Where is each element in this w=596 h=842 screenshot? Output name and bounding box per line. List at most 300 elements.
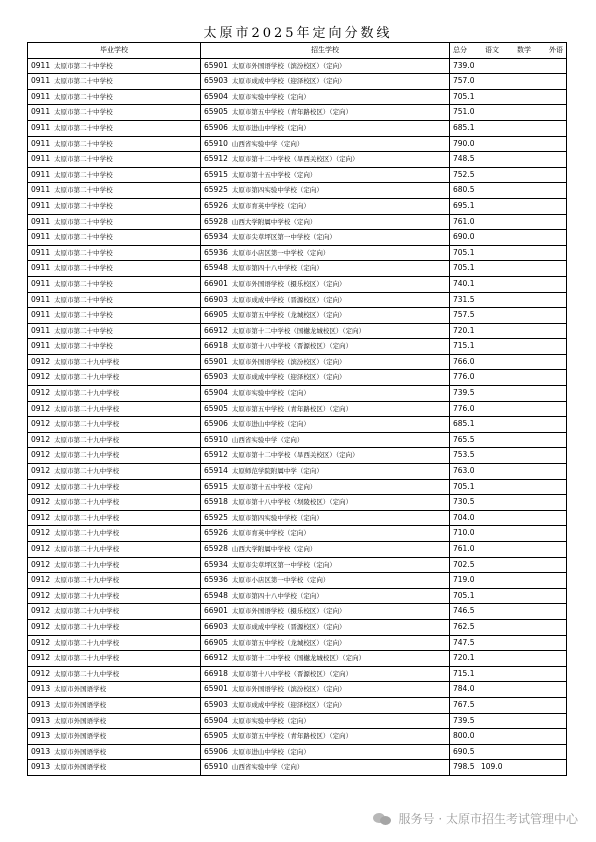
school-cell — [28, 339, 201, 355]
school-code: 0911 — [31, 107, 51, 117]
admit-cell — [201, 479, 450, 495]
admit-name: 太原市第五中学校（青年路校区）（定向） — [231, 404, 353, 413]
school-cell — [28, 666, 201, 682]
school-cell — [28, 230, 201, 246]
total-score: 690.5 — [453, 746, 475, 756]
admit-code: 65910 — [204, 434, 228, 444]
admit-cell — [201, 604, 450, 620]
admit-cell — [201, 635, 450, 651]
admit-code: 65903 — [204, 699, 228, 709]
school-code: 0912 — [31, 575, 51, 585]
table-row — [28, 354, 567, 370]
admit-code: 65925 — [204, 185, 228, 195]
admit-name: 太原市第五中学校（龙城校区）（定向） — [231, 311, 346, 320]
table-row — [28, 448, 567, 464]
school-name: 太原市第二十九中学校 — [54, 622, 120, 631]
admit-name: 太原市第十五中学校（定向） — [231, 482, 317, 491]
table-row — [28, 152, 567, 168]
table-row — [28, 89, 567, 105]
admit-cell — [201, 744, 450, 760]
admit-name: 太原市第五中学校（青年路校区）（定向） — [231, 732, 353, 741]
school-code: 0912 — [31, 668, 51, 678]
admit-code: 65910 — [204, 138, 228, 148]
admit-name: 山西省实验中学（定向） — [231, 139, 304, 148]
page-title: 太原市2025年定向分数线 — [203, 26, 393, 41]
admit-name: 太原市第十八中学校（晋源校区）（定向） — [231, 669, 353, 678]
total-score: 761.0 — [453, 216, 475, 226]
admit-code: 65901 — [204, 356, 228, 366]
admit-name: 太原市第十二中学校（国樾龙城校区）（定向） — [231, 326, 366, 335]
school-cell — [28, 588, 201, 604]
school-cell — [28, 136, 201, 152]
admit-name: 太原市外国语学校（滨汾校区）（定向） — [231, 357, 346, 366]
school-name: 太原市第二十九中学校 — [54, 420, 120, 429]
total-score: 766.0 — [453, 356, 475, 366]
school-name: 太原市第二十中学校 — [54, 139, 113, 148]
table-row — [28, 198, 567, 214]
school-cell — [28, 308, 201, 324]
school-code: 0911 — [31, 91, 51, 101]
admit-code: 66903 — [204, 294, 228, 304]
school-name: 太原市第二十九中学校 — [54, 576, 120, 585]
table-row — [28, 588, 567, 604]
admit-cell — [201, 682, 450, 698]
total-score: 690.0 — [453, 232, 475, 242]
admit-name: 太原市育英中学校（定向） — [231, 201, 310, 210]
admit-cell — [201, 448, 450, 464]
school-cell — [28, 214, 201, 230]
score-cell — [450, 448, 567, 464]
score-cell — [450, 729, 567, 745]
school-cell — [28, 198, 201, 214]
admit-code: 65926 — [204, 200, 228, 210]
table-row — [28, 526, 567, 542]
admit-name: 太原市成成中学校（晋源校区）（定向） — [231, 622, 346, 631]
school-name: 太原市第二十中学校 — [54, 342, 113, 351]
admit-code: 65918 — [204, 497, 228, 507]
table-row — [28, 339, 567, 355]
score-cell — [450, 136, 567, 152]
school-cell — [28, 760, 201, 776]
admit-code: 65936 — [204, 247, 228, 257]
score-cell — [450, 261, 567, 277]
table-row — [28, 729, 567, 745]
total-score: 757.5 — [453, 310, 475, 320]
admit-code: 65906 — [204, 419, 228, 429]
school-code: 0911 — [31, 232, 51, 242]
school-code: 0912 — [31, 481, 51, 491]
school-name: 太原市第二十九中学校 — [54, 389, 120, 398]
table-row — [28, 651, 567, 667]
total-score: 746.5 — [453, 606, 475, 616]
score-cell — [450, 697, 567, 713]
school-name: 太原市第二十九中学校 — [54, 607, 120, 616]
school-code: 0912 — [31, 653, 51, 663]
admit-name: 太原市实验中学校（定向） — [231, 716, 310, 725]
school-cell — [28, 464, 201, 480]
admit-cell — [201, 619, 450, 635]
school-code: 0911 — [31, 247, 51, 257]
admit-name: 太原市第十八中学校（坝陵校区）（定向） — [231, 498, 353, 507]
score-cell — [450, 354, 567, 370]
school-code: 0913 — [31, 731, 51, 741]
school-cell — [28, 510, 201, 526]
admit-name: 太原市第四十八中学校（定向） — [231, 591, 323, 600]
school-name: 太原市第二十九中学校 — [54, 669, 120, 678]
school-cell — [28, 245, 201, 261]
table-row — [28, 58, 567, 74]
school-name: 太原市第二十九中学校 — [54, 591, 120, 600]
chinese-score: 109.0 — [481, 762, 503, 772]
school-code: 0912 — [31, 559, 51, 569]
score-cell — [450, 573, 567, 589]
school-name: 太原市第二十九中学校 — [54, 404, 120, 413]
admit-code: 65905 — [204, 403, 228, 413]
table-row — [28, 292, 567, 308]
total-score: 748.5 — [453, 154, 475, 164]
total-score: 702.5 — [453, 559, 475, 569]
school-code: 0911 — [31, 310, 51, 320]
admit-name: 太原市第十二中学校（旱西关校区）（定向） — [231, 451, 359, 460]
table-row — [28, 386, 567, 402]
admit-cell — [201, 292, 450, 308]
total-score: 757.0 — [453, 76, 475, 86]
school-code: 0912 — [31, 497, 51, 507]
total-score: 790.0 — [453, 138, 475, 148]
school-name: 太原市第二十中学校 — [54, 155, 113, 164]
score-cell — [450, 167, 567, 183]
score-cell — [450, 323, 567, 339]
admit-code: 65905 — [204, 731, 228, 741]
school-name: 太原市第二十中学校 — [54, 108, 113, 117]
table-row — [28, 245, 567, 261]
school-cell — [28, 167, 201, 183]
school-cell — [28, 635, 201, 651]
header-english: 外语 — [549, 46, 563, 54]
school-code: 0912 — [31, 466, 51, 476]
school-code: 0911 — [31, 200, 51, 210]
admit-name: 山西大学附属中学校（定向） — [231, 217, 317, 226]
school-cell — [28, 276, 201, 292]
admit-cell — [201, 464, 450, 480]
table-row — [28, 230, 567, 246]
table-header-row — [28, 43, 567, 59]
school-name: 太原市第二十九中学校 — [54, 638, 120, 647]
admit-cell — [201, 417, 450, 433]
score-cell — [450, 370, 567, 386]
admit-cell — [201, 74, 450, 90]
header-school: 毕业学校 — [28, 43, 201, 59]
school-cell — [28, 323, 201, 339]
admit-name: 太原市第十二中学校（国樾龙城校区）（定向） — [231, 654, 366, 663]
school-cell — [28, 651, 201, 667]
total-score: 685.1 — [453, 122, 475, 132]
admit-cell — [201, 666, 450, 682]
admit-code: 65901 — [204, 684, 228, 694]
school-name: 太原市第二十九中学校 — [54, 513, 120, 522]
admit-code: 66912 — [204, 325, 228, 335]
admit-name: 太原市小店区第一中学校（定向） — [231, 576, 330, 585]
admit-name: 太原市外国语学校（摄乐校区）（定向） — [231, 279, 346, 288]
score-cell — [450, 401, 567, 417]
school-name: 太原市第二十中学校 — [54, 233, 113, 242]
total-score: 740.1 — [453, 278, 475, 288]
admit-name: 太原师范学院附属中学（定向） — [231, 467, 323, 476]
school-cell — [28, 417, 201, 433]
score-cell — [450, 292, 567, 308]
admit-code: 65912 — [204, 450, 228, 460]
score-cell — [450, 105, 567, 121]
admit-code: 65910 — [204, 762, 228, 772]
school-name: 太原市外国语学校 — [54, 747, 107, 756]
score-cell — [450, 464, 567, 480]
admit-cell — [201, 167, 450, 183]
admit-cell — [201, 323, 450, 339]
school-code: 0912 — [31, 512, 51, 522]
table-row — [28, 619, 567, 635]
total-score: 776.0 — [453, 403, 475, 413]
score-cell — [450, 386, 567, 402]
school-code: 0912 — [31, 419, 51, 429]
total-score: 695.1 — [453, 200, 475, 210]
school-code: 0911 — [31, 341, 51, 351]
score-cell — [450, 417, 567, 433]
admit-cell — [201, 308, 450, 324]
score-cell — [450, 682, 567, 698]
total-score: 747.5 — [453, 637, 475, 647]
school-code: 0912 — [31, 637, 51, 647]
admit-cell — [201, 573, 450, 589]
header-total: 总分 — [453, 46, 467, 54]
school-code: 0912 — [31, 528, 51, 538]
score-cell — [450, 651, 567, 667]
admit-code: 65936 — [204, 575, 228, 585]
school-name: 太原市第二十中学校 — [54, 92, 113, 101]
admit-code: 65912 — [204, 154, 228, 164]
admit-cell — [201, 339, 450, 355]
total-score: 800.0 — [453, 731, 475, 741]
admit-name: 太原市外国语学校（摄乐校区）（定向） — [231, 607, 346, 616]
total-score: 705.1 — [453, 481, 475, 491]
school-code: 0913 — [31, 715, 51, 725]
school-cell — [28, 495, 201, 511]
school-code: 0913 — [31, 684, 51, 694]
table-row — [28, 557, 567, 573]
score-cell — [450, 526, 567, 542]
admit-cell — [201, 183, 450, 199]
school-name: 太原市外国语学校 — [54, 732, 107, 741]
score-cell — [450, 230, 567, 246]
admit-cell — [201, 89, 450, 105]
table-row — [28, 604, 567, 620]
admit-name: 太原市进山中学校（定向） — [231, 420, 310, 429]
table-row — [28, 323, 567, 339]
school-name: 太原市第二十中学校 — [54, 123, 113, 132]
school-cell — [28, 542, 201, 558]
table-row — [28, 370, 567, 386]
admit-code: 65901 — [204, 60, 228, 70]
admit-cell — [201, 120, 450, 136]
school-name: 太原市外国语学校 — [54, 685, 107, 694]
table-row — [28, 495, 567, 511]
total-score: 776.0 — [453, 372, 475, 382]
total-score: 731.5 — [453, 294, 475, 304]
school-name: 太原市第二十九中学校 — [54, 373, 120, 382]
total-score: 705.1 — [453, 590, 475, 600]
total-score: 680.5 — [453, 185, 475, 195]
school-code: 0911 — [31, 76, 51, 86]
school-cell — [28, 120, 201, 136]
score-cell — [450, 666, 567, 682]
school-name: 太原市第二十九中学校 — [54, 529, 120, 538]
table-row — [28, 276, 567, 292]
score-cell — [450, 510, 567, 526]
school-cell — [28, 386, 201, 402]
admit-name: 太原市第四十八中学校（定向） — [231, 264, 323, 273]
admit-name: 太原市成成中学校（晋源校区）（定向） — [231, 295, 346, 304]
total-score: 715.1 — [453, 668, 475, 678]
score-cell — [450, 308, 567, 324]
admit-cell — [201, 245, 450, 261]
school-cell — [28, 401, 201, 417]
admit-cell — [201, 697, 450, 713]
admit-name: 太原市成成中学校（迎泽校区）（定向） — [231, 373, 346, 382]
school-code: 0912 — [31, 606, 51, 616]
total-score: 767.5 — [453, 699, 475, 709]
score-cell — [450, 58, 567, 74]
admit-code: 65934 — [204, 232, 228, 242]
admit-cell — [201, 152, 450, 168]
school-code: 0911 — [31, 169, 51, 179]
table-row — [28, 666, 567, 682]
header-math: 数学 — [517, 46, 531, 54]
score-cell — [450, 198, 567, 214]
school-name: 太原市第二十九中学校 — [54, 435, 120, 444]
total-score: 715.1 — [453, 341, 475, 351]
admit-name: 太原市第四实验中学校（定向） — [231, 513, 323, 522]
score-cell — [450, 557, 567, 573]
admit-cell — [201, 261, 450, 277]
school-code: 0911 — [31, 263, 51, 273]
school-cell — [28, 183, 201, 199]
table-row — [28, 120, 567, 136]
score-cell — [450, 245, 567, 261]
admit-code: 66918 — [204, 341, 228, 351]
table-row — [28, 713, 567, 729]
total-score: 720.1 — [453, 325, 475, 335]
admit-cell — [201, 58, 450, 74]
school-name: 太原市第二十九中学校 — [54, 357, 120, 366]
admit-name: 太原市第五中学校（龙城校区）（定向） — [231, 638, 346, 647]
school-name: 太原市第二十九中学校 — [54, 467, 120, 476]
admit-name: 太原市第四实验中学校（定向） — [231, 186, 323, 195]
admit-code: 65926 — [204, 528, 228, 538]
total-score: 720.1 — [453, 653, 475, 663]
school-name: 太原市第二十中学校 — [54, 217, 113, 226]
school-cell — [28, 479, 201, 495]
school-cell — [28, 432, 201, 448]
admit-code: 66905 — [204, 310, 228, 320]
school-cell — [28, 573, 201, 589]
admit-code: 65905 — [204, 107, 228, 117]
total-score: 705.1 — [453, 91, 475, 101]
total-score: 753.5 — [453, 450, 475, 460]
total-score: 762.5 — [453, 621, 475, 631]
admit-code: 66918 — [204, 668, 228, 678]
admit-name: 太原市第十八中学校（晋源校区）（定向） — [231, 342, 353, 351]
admit-name: 太原市小店区第一中学校（定向） — [231, 248, 330, 257]
total-score: 798.5 — [453, 762, 475, 772]
admit-code: 65948 — [204, 590, 228, 600]
school-code: 0911 — [31, 122, 51, 132]
school-code: 0912 — [31, 621, 51, 631]
admit-name: 太原市成成中学校（迎泽校区）（定向） — [231, 700, 346, 709]
total-score: 710.0 — [453, 528, 475, 538]
school-name: 太原市第二十中学校 — [54, 170, 113, 179]
admit-code: 65948 — [204, 263, 228, 273]
school-name: 太原市第二十九中学校 — [54, 654, 120, 663]
table-row — [28, 74, 567, 90]
admit-code: 65928 — [204, 544, 228, 553]
school-cell — [28, 292, 201, 308]
total-score: 739.0 — [453, 60, 475, 70]
school-cell — [28, 744, 201, 760]
admit-cell — [201, 713, 450, 729]
score-table — [27, 42, 567, 776]
admit-cell — [201, 105, 450, 121]
total-score: 730.5 — [453, 497, 475, 507]
total-score: 705.1 — [453, 263, 475, 273]
table-row — [28, 417, 567, 433]
admit-code: 65928 — [204, 216, 228, 226]
admit-cell — [201, 432, 450, 448]
school-cell — [28, 58, 201, 74]
admit-name: 山西省实验中学（定向） — [231, 763, 304, 772]
table-row — [28, 760, 567, 776]
school-name: 太原市第二十九中学校 — [54, 482, 120, 491]
admit-cell — [201, 760, 450, 776]
admit-code: 65904 — [204, 388, 228, 398]
total-score: 739.5 — [453, 388, 475, 398]
admit-name: 太原市育英中学校（定向） — [231, 529, 310, 538]
admit-code: 66903 — [204, 621, 228, 631]
admit-code: 65904 — [204, 715, 228, 725]
admit-cell — [201, 214, 450, 230]
total-score: 751.0 — [453, 107, 475, 117]
school-cell — [28, 682, 201, 698]
score-cell — [450, 152, 567, 168]
table-row — [28, 308, 567, 324]
admit-cell — [201, 588, 450, 604]
admit-cell — [201, 136, 450, 152]
school-code: 0911 — [31, 185, 51, 195]
school-name: 太原市第二十中学校 — [54, 264, 113, 273]
school-code: 0911 — [31, 278, 51, 288]
school-cell — [28, 604, 201, 620]
school-code: 0913 — [31, 762, 51, 772]
score-cell — [450, 588, 567, 604]
school-cell — [28, 448, 201, 464]
table-row — [28, 261, 567, 277]
score-cell — [450, 542, 567, 558]
score-cell — [450, 89, 567, 105]
school-cell — [28, 557, 201, 573]
school-code: 0912 — [31, 590, 51, 600]
score-cell — [450, 120, 567, 136]
header-scores — [450, 43, 567, 59]
school-name: 太原市第二十九中学校 — [54, 545, 120, 553]
admit-code: 66912 — [204, 653, 228, 663]
